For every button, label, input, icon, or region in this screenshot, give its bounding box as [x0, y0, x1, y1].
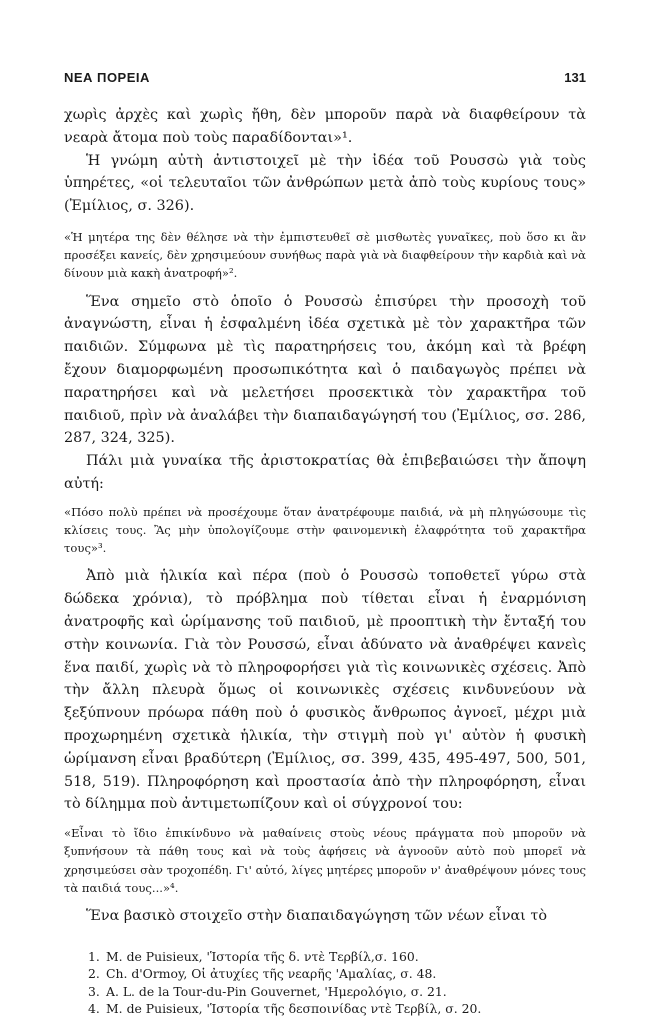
journal-title: ΝΕΑ ΠΟΡΕΙΑ	[64, 70, 150, 85]
block-quote: «Εἶναι τὸ ἴδιο ἐπικίνδυνο νὰ μαθαίνεις στοὺς νέους πράγματα ποὺ μποροῦν νὰ ξυπνήσουν τὰ πάθη τους καὶ νὰ τοὺς ἀφήσεις νὰ ἀγνοοῦν αὐτὸ ποὺ μπορεῖ νὰ χρησιμεύσει σὰν τροχοπέδη. Γι' αὐτό, λίγες μητέρες μποροῦν ν' ἀναθρέψουν μόνες τους τὰ παιδιά τους...»⁴.	[64, 826, 586, 895]
page-number: 131	[564, 70, 586, 85]
paragraph: Ἕνα σημεῖο στὸ ὁποῖο ὁ Ρουσσὼ ἐπισύρει τὴν προσοχὴ τοῦ ἀναγνώστη, εἶναι ἡ ἐσφαλμένη ἰδέα σχετικὰ μὲ τὸν χαρακτῆρα τῶν παιδιῶν. Σύμφωνα μὲ τὶς παρατηρήσεις του, ἀκόμη καὶ τὰ βρέφη ἔχουν διαμορφωμένη προσωπικότητα καὶ ὁ παιδαγωγὸς πρέπει νὰ παρατηρήσει καὶ νὰ μελετήσει προσεκτικὰ τὸν χαρακτῆρα τοῦ παιδιοῦ, πρὶν νὰ ἀναλάβει τὴν διαπαιδαγώγησή του (Ἐμίλιος, σσ. 286, 287, 324, 325).	[64, 293, 586, 447]
footnote-number: 4.	[88, 1000, 100, 1016]
footnote-number: 3.	[88, 983, 100, 999]
running-header	[64, 70, 586, 104]
footnote-text: A. L. de la Tour-du-Pin Gouvernet, 'Ημερολόγιο, σ. 21.	[106, 983, 447, 999]
footnote	[88, 983, 586, 1000]
footnote-text: M. de Puisieux, 'Ἱστορία τῆς δ. ντὲ Τερβίλ,σ. 160.	[106, 948, 419, 964]
block-quote: «Ἡ μητέρα της δὲν θέλησε νὰ τὴν ἐμπιστευθεῖ σὲ μισθωτὲς γυναῖκες, ποὺ ὅσο κι ἂν προσέξει κανείς, δὲν χρησιμεύουν συνήθως παρὰ γιὰ νὰ διαφθείρουν τὴν καρδιὰ καὶ νὰ δίνουν μιὰ κακὴ ἀνατροφή»².	[64, 229, 586, 281]
book-page	[64, 70, 586, 1017]
paragraph: Ἡ γνώμη αὐτὴ ἀντιστοιχεῖ μὲ τὴν ἰδέα τοῦ Ρουσσὼ γιὰ τοὺς ὑπηρέτες, «οἱ τελευταῖοι τῶν ἀνθρώπων μετὰ ἀπὸ τοὺς κυρίους τους» (Ἐμίλιος, σ. 326).	[64, 152, 586, 215]
footnotes	[88, 948, 586, 1018]
paragraph: Ἀπὸ μιὰ ἡλικία καὶ πέρα (ποὺ ὁ Ρουσσὼ τοποθετεῖ γύρω στὰ δώδεκα χρόνια), τὸ πρόβλημα ποὺ τίθεται εἶναι ἡ ἐναρμόνιση ἀνατροφῆς καὶ ὡρίμανσης τοῦ παιδιοῦ, μὲ προοπτικὴ τὴν ἔνταξή του στὴν κοινωνία. Γιὰ τὸν Ρουσσώ, εἶναι ἀδύνατο νὰ ἀναθρέψει κανεὶς ἕνα παιδί, χωρὶς νὰ τὸ πληροφορήσει γιὰ τὶς κοινωνικὲς σχέσεις. Ἀπὸ τὴν ἄλλη πλευρὰ ὅμως οἱ κοινωνικὲς σχέσεις κινδυνεύουν νὰ ξεξύπνουν πρόωρα πάθη ποὺ ὁ φυσικὸς ἄνθρωπος ἀγνοεῖ, μέχρι μιὰ προχωρημένη σχετικὰ ἡλικία, τὴν στιγμὴ ποὺ γι' αὐτὸν ἡ φυσικὴ ὡρίμανση εἶναι βραδύτερη (Ἐμίλιος, σσ. 399, 435, 495-497, 500, 501, 518, 519). Πληροφόρηση καὶ προστασία ἀπὸ τὴν πληροφόρηση, εἶναι τὸ δίλημμα ποὺ ἀντιμετωπίζουν καὶ οἱ σύγχρονοί του:	[64, 568, 586, 813]
paragraph: Πάλι μιὰ γυναίκα τῆς ἀριστοκρατίας θὰ ἐπιβεβαιώσει τὴν ἄποψη αὐτή:	[64, 453, 586, 492]
paragraph-continued: χωρὶς ἀρχὲς καὶ χωρὶς ἤθη, δὲν μποροῦν παρὰ νὰ διαφθείρουν τὰ νεαρὰ ἄτομα ποὺ τοὺς παραδίδονται»¹.	[64, 107, 586, 146]
footnote	[88, 1000, 586, 1017]
footnote-text: M. de Puisieux, 'Ἱστορία τῆς δεσποινίδας ντὲ Τερβίλ, σ. 20.	[106, 1000, 482, 1016]
footnote-number: 2.	[88, 966, 100, 982]
block-quote: «Πόσο πολὺ πρέπει νὰ προσέχουμε ὅταν ἀνατρέφουμε παιδιά, νὰ μὴ πληγώσουμε τὶς κλίσεις τους. Ἂς μὴν ὑπολογίζουμε στὴν φαινομενικὴ ἐλαφρότητα τοῦ χαρακτῆρα τους»³.	[64, 504, 586, 556]
footnote	[88, 948, 586, 965]
paragraph: Ἕνα βασικὸ στοιχεῖο στὴν διαπαιδαγώγηση τῶν νέων εἶναι τὸ	[86, 907, 548, 924]
footnote-text: Ch. d'Ormoy, Οἱ ἀτυχίες τῆς νεαρῆς 'Αμαλίας, σ. 48.	[106, 966, 437, 982]
footnote	[88, 965, 586, 982]
footnote-number: 1.	[88, 948, 100, 964]
